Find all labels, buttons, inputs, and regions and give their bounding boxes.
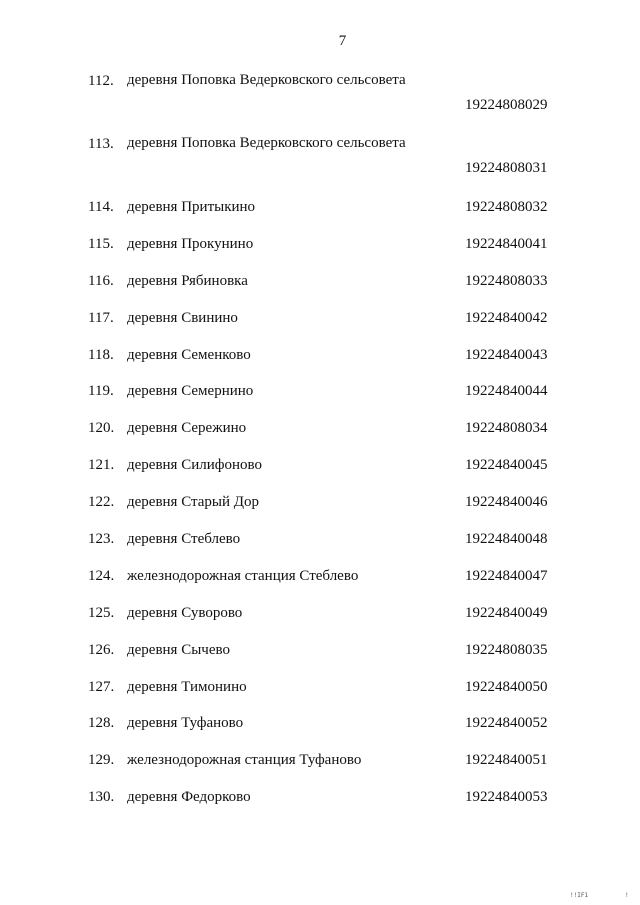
settlement-list bbox=[0, 72, 640, 825]
item-number: 113. bbox=[88, 136, 114, 152]
okato-code: 19224840049 bbox=[465, 604, 548, 621]
okato-code: 19224840051 bbox=[465, 752, 548, 769]
settlement-name: деревня Старый Дор bbox=[127, 494, 259, 511]
okato-code: 19224840052 bbox=[465, 715, 548, 732]
item-number: 129. bbox=[88, 752, 115, 769]
okato-code: 19224808035 bbox=[465, 641, 548, 658]
item-number: 122. bbox=[88, 494, 115, 511]
okato-code: 19224840045 bbox=[465, 457, 548, 474]
settlement-name: деревня Сережино bbox=[127, 420, 247, 437]
item-number: 118. bbox=[88, 346, 114, 363]
settlement-name: деревня Сычево bbox=[127, 641, 230, 658]
item-number: 112. bbox=[88, 73, 114, 89]
settlement-name: деревня Тимонино bbox=[127, 678, 247, 695]
item-number: 120. bbox=[88, 420, 115, 437]
settlement-name: деревня Силифоново bbox=[127, 457, 262, 474]
footer-mark-right: ! bbox=[625, 892, 629, 899]
item-number: 124. bbox=[88, 567, 115, 584]
item-number: 128. bbox=[88, 715, 115, 732]
okato-code: 19224808034 bbox=[465, 420, 548, 437]
list-item bbox=[0, 641, 640, 678]
list-item bbox=[0, 456, 640, 493]
item-number: 115. bbox=[88, 235, 114, 252]
okato-code: 19224808033 bbox=[465, 272, 548, 289]
okato-code: 19224840041 bbox=[465, 235, 548, 252]
list-item bbox=[0, 714, 640, 751]
okato-code: 19224840043 bbox=[465, 346, 548, 363]
settlement-name: деревня Федорково bbox=[127, 789, 251, 806]
okato-code: 19224840048 bbox=[465, 531, 548, 548]
list-item bbox=[0, 678, 640, 715]
item-number: 121. bbox=[88, 457, 115, 474]
list-item bbox=[0, 346, 640, 383]
settlement-name: деревня Свинино bbox=[127, 309, 238, 326]
item-number: 117. bbox=[88, 309, 114, 326]
okato-code: 19224840050 bbox=[465, 678, 548, 695]
list-item bbox=[0, 235, 640, 272]
okato-code: 19224840047 bbox=[465, 567, 548, 584]
settlement-name: деревня Семенково bbox=[127, 346, 251, 363]
list-item bbox=[0, 382, 640, 419]
list-item bbox=[0, 530, 640, 567]
settlement-name: деревня Поповка Ведерковского сельсовета bbox=[127, 72, 406, 88]
settlement-name: деревня Стеблево bbox=[127, 531, 241, 548]
settlement-name: деревня Поповка Ведерковского сельсовета bbox=[127, 135, 406, 151]
okato-code: 19224840044 bbox=[465, 383, 548, 400]
okato-code: 19224808029 bbox=[465, 97, 548, 113]
list-item bbox=[0, 135, 640, 198]
page-number: 7 bbox=[338, 33, 347, 49]
settlement-name: деревня Туфаново bbox=[127, 715, 244, 732]
item-number: 123. bbox=[88, 531, 115, 548]
list-item bbox=[0, 309, 640, 346]
list-item bbox=[0, 198, 640, 235]
footer-mark-left: !!IF1 bbox=[570, 892, 589, 899]
item-number: 119. bbox=[88, 383, 114, 400]
settlement-name: деревня Семернино bbox=[127, 383, 254, 400]
settlement-name: железнодорожная станция Стеблево bbox=[127, 567, 359, 584]
okato-code: 19224840046 bbox=[465, 494, 548, 511]
settlement-name: железнодорожная станция Туфаново bbox=[127, 752, 362, 769]
settlement-name: деревня Суворово bbox=[127, 604, 243, 621]
list-item bbox=[0, 493, 640, 530]
item-number: 126. bbox=[88, 641, 115, 658]
settlement-name: деревня Рябиновка bbox=[127, 272, 248, 289]
list-item bbox=[0, 272, 640, 309]
settlement-name: деревня Притыкино bbox=[127, 199, 256, 215]
list-item bbox=[0, 788, 640, 825]
okato-code: 19224840053 bbox=[465, 789, 548, 806]
item-number: 114. bbox=[88, 199, 114, 215]
okato-code: 19224840042 bbox=[465, 309, 548, 326]
list-item bbox=[0, 751, 640, 788]
list-item bbox=[0, 419, 640, 456]
settlement-name: деревня Прокунино bbox=[127, 235, 254, 252]
item-number: 130. bbox=[88, 789, 115, 806]
okato-code: 19224808032 bbox=[465, 199, 548, 215]
list-item bbox=[0, 567, 640, 604]
item-number: 125. bbox=[88, 604, 115, 621]
item-number: 116. bbox=[88, 272, 114, 289]
item-number: 127. bbox=[88, 678, 115, 695]
list-item bbox=[0, 72, 640, 135]
list-item bbox=[0, 604, 640, 641]
okato-code: 19224808031 bbox=[465, 160, 548, 176]
